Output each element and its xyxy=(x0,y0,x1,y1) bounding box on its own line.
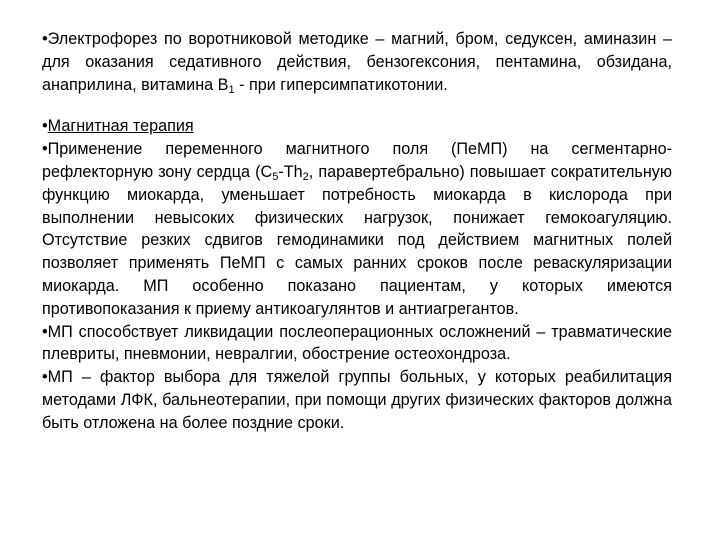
paragraph-text: Применение переменного магнитного поля (ПеМП) на сегментарно-рефлекторную зону сердца (С xyxy=(42,140,672,181)
paragraph-text: Электрофорез по воротниковой методике – магний, бром, седуксен, аминазин –для оказания седативного действия, бензогексония, пентамина, обзидана, анаприлина, витамина В xyxy=(42,30,672,94)
slide-body xyxy=(42,28,672,435)
section-heading xyxy=(42,115,672,138)
bullet: • xyxy=(42,30,48,48)
paragraph-choice-factor xyxy=(42,366,672,434)
paragraph-complications xyxy=(42,321,672,367)
paragraph-text: МП – фактор выбора для тяжелой группы больных, у которых реабилитация методами ЛФК, бальнеотерапии, при помощи других физических факторов должна быть отложена на более поздние сроки. xyxy=(42,368,672,432)
paragraph-alternating-field xyxy=(42,138,672,320)
subscript: 1 xyxy=(228,83,235,96)
subscript: 2 xyxy=(302,170,309,183)
paragraph-electrophoresis xyxy=(42,28,672,96)
bullet: • xyxy=(42,117,48,136)
bullet: • xyxy=(42,140,48,159)
paragraph-text: , паравертебрально) повышает сократительную функцию миокарда, уменьшает потребность миокарда в кислорода при выполнении невысоких физических нагрузок, понижает гемокоагуляцию. Отсутствие резких сдвигов гемодинамики под действием магнитных полей позволяет применять ПеМП с самых ранних сроков после реваскуляризации миокарда. МП особенно показано пациентам, у которых имеются противопоказания к приему антикоагулянтов и антиагрегантов. xyxy=(42,162,672,318)
subscript: 5 xyxy=(272,170,279,183)
bullet: • xyxy=(42,368,48,387)
paragraph-text: МП способствует ликвидации послеоперационных осложнений – травматические плевриты, пневмонии, невралгии, обострение остеохондроза. xyxy=(42,322,672,364)
paragraph-text-tail: - при гиперсимпатикотонии. xyxy=(234,75,448,94)
heading-text: Магнитная терапия xyxy=(47,117,194,136)
bullet: • xyxy=(42,322,48,341)
paragraph-text: -Th xyxy=(278,162,303,181)
paragraph-gap xyxy=(42,96,672,115)
